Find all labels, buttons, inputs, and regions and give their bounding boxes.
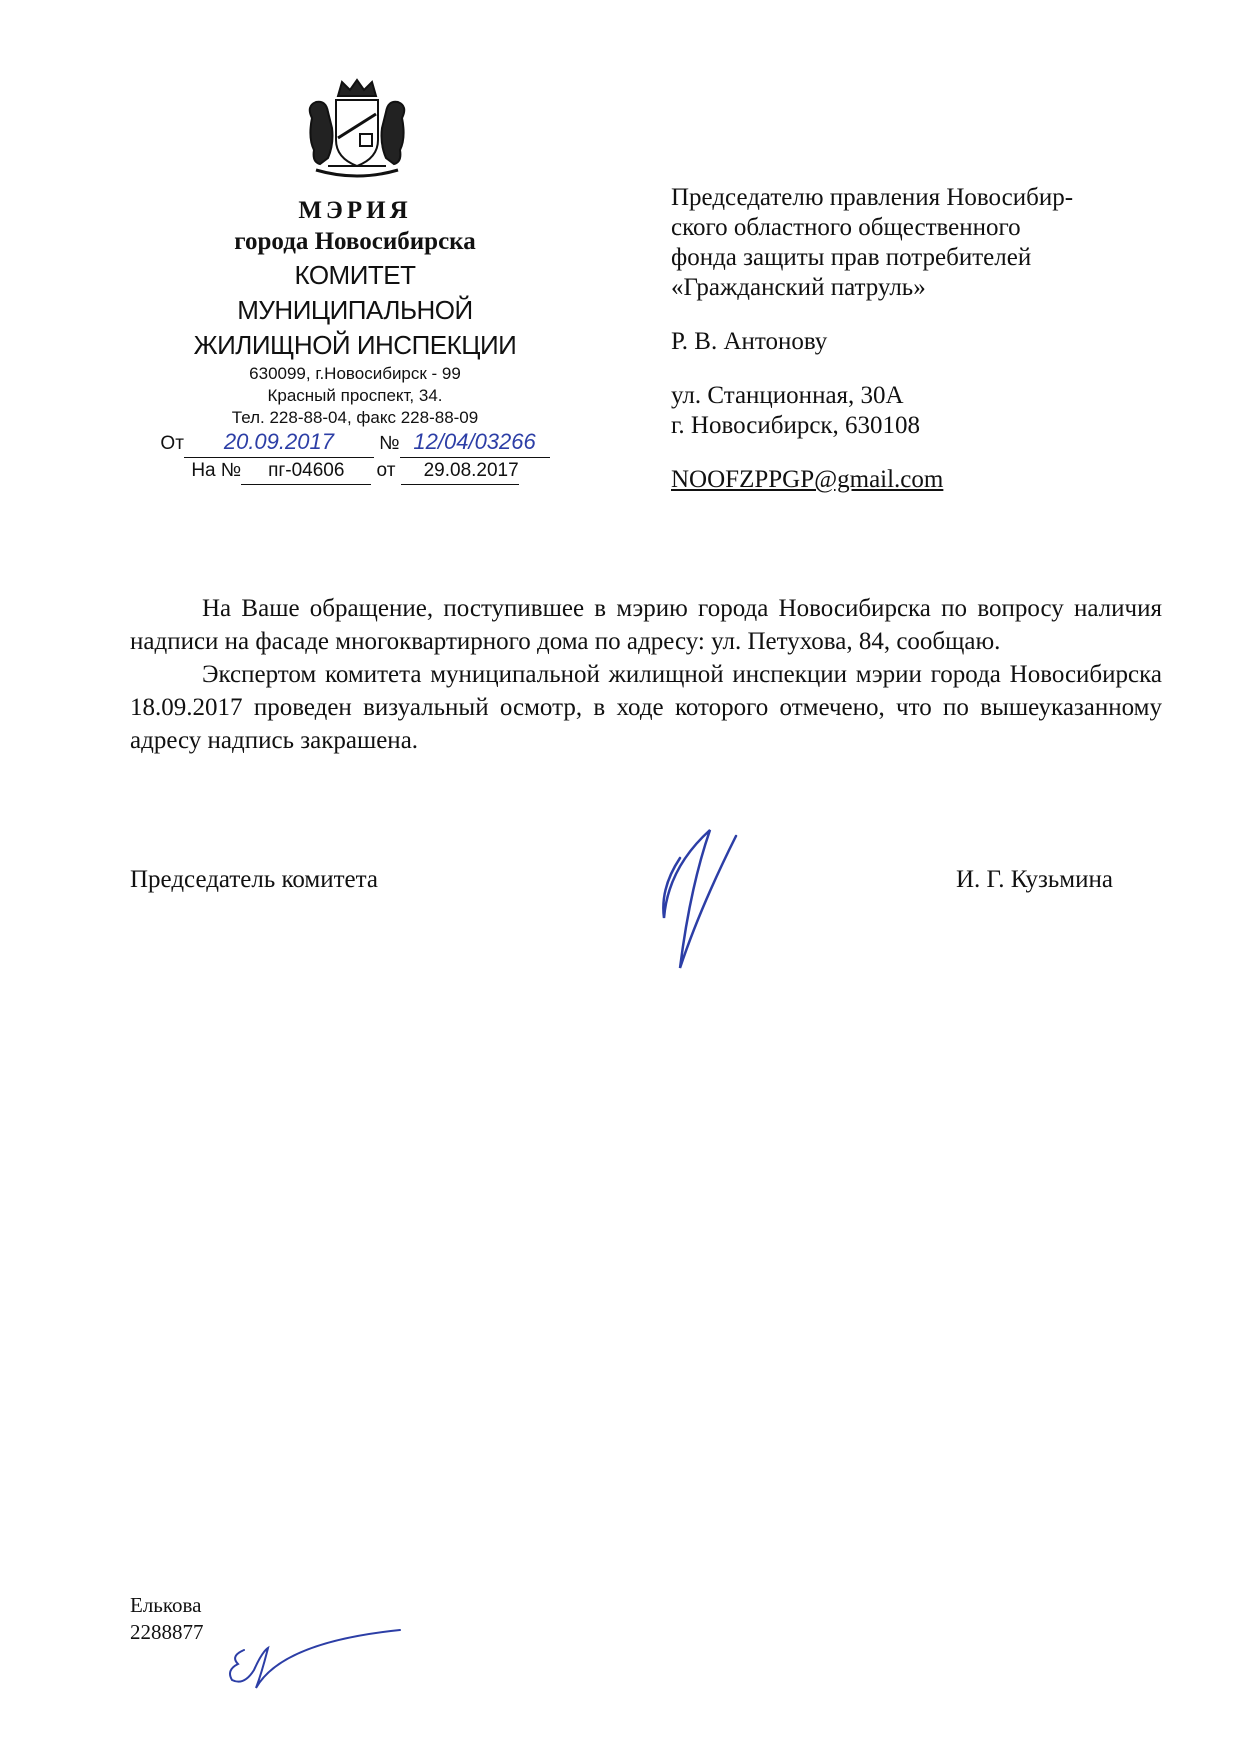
recipient-name: Р. В. Антонову bbox=[671, 328, 828, 355]
reference-line bbox=[130, 458, 580, 485]
executor-phone: 2288877 bbox=[130, 1620, 204, 1644]
letterhead bbox=[130, 196, 580, 485]
recipient-street: ул. Станционная, 30А bbox=[671, 382, 904, 409]
recipient-city: г. Новосибирск, 630108 bbox=[671, 412, 921, 439]
letter-body bbox=[130, 592, 1162, 757]
recipient-line-4: «Гражданский патруль» bbox=[671, 274, 926, 301]
executor-block bbox=[130, 1592, 204, 1646]
address-line-2: Красный проспект, 34. bbox=[267, 386, 443, 405]
body-paragraph-1: На Ваше обращение, поступившее в мэрию города Новосибирска по вопросу наличия надписи на фасаде многоквартирного дома по адресу: ул. Петухова, 84, сообщаю. bbox=[130, 595, 1162, 655]
org-name: МЭРИЯ bbox=[298, 197, 412, 224]
signatory-title: Председатель комитета bbox=[130, 866, 378, 893]
number-label: № bbox=[379, 433, 400, 454]
dept-line-2: МУНИЦИПАЛЬНОЙ bbox=[237, 295, 473, 325]
date-label: От bbox=[160, 433, 184, 454]
recipient-line-3: фонда защиты прав потребителей bbox=[671, 244, 1032, 271]
ref-from-label: от bbox=[376, 460, 396, 481]
dept-line-1: КОМИТЕТ bbox=[294, 260, 416, 290]
executor-name: Елькова bbox=[130, 1593, 202, 1617]
address-line-1: 630099, г.Новосибирск - 99 bbox=[249, 364, 461, 383]
signatory-name: И. Г. Кузьмина bbox=[956, 866, 1113, 893]
recipient-line-1: Председателю правления Новосибир- bbox=[671, 184, 1074, 211]
org-city: города Новосибирска bbox=[234, 228, 476, 255]
ref-number: пг-04606 bbox=[241, 458, 371, 485]
handwritten-number: 12/04/03266 bbox=[413, 429, 536, 454]
recipient-line-2: ского областного общественного bbox=[671, 214, 1021, 241]
phone-fax: Тел. 228-88-04, факс 228-88-09 bbox=[231, 408, 479, 427]
handwritten-date: 20.09.2017 bbox=[223, 429, 334, 454]
ref-label: На № bbox=[191, 460, 242, 481]
coat-of-arms-icon bbox=[298, 78, 416, 182]
dept-line-3: ЖИЛИЩНОЙ ИНСПЕКЦИИ bbox=[193, 330, 517, 360]
executor-initials-icon bbox=[222, 1612, 402, 1692]
recipient-block bbox=[671, 183, 1191, 495]
ref-date: 29.08.2017 bbox=[401, 458, 519, 485]
body-paragraph-2: Экспертом комитета муниципальной жилищной инспекции мэрии города Новосибирска 18.09.2017 проведен визуальный осмотр, в ходе которого отмечено, что по вышеуказанному адресу надпись закрашена. bbox=[130, 661, 1162, 754]
handwritten-signature-icon bbox=[650, 828, 740, 978]
outgoing-date-number bbox=[130, 429, 580, 458]
recipient-email[interactable]: NOOFZPPGP@gmail.com bbox=[671, 466, 944, 493]
